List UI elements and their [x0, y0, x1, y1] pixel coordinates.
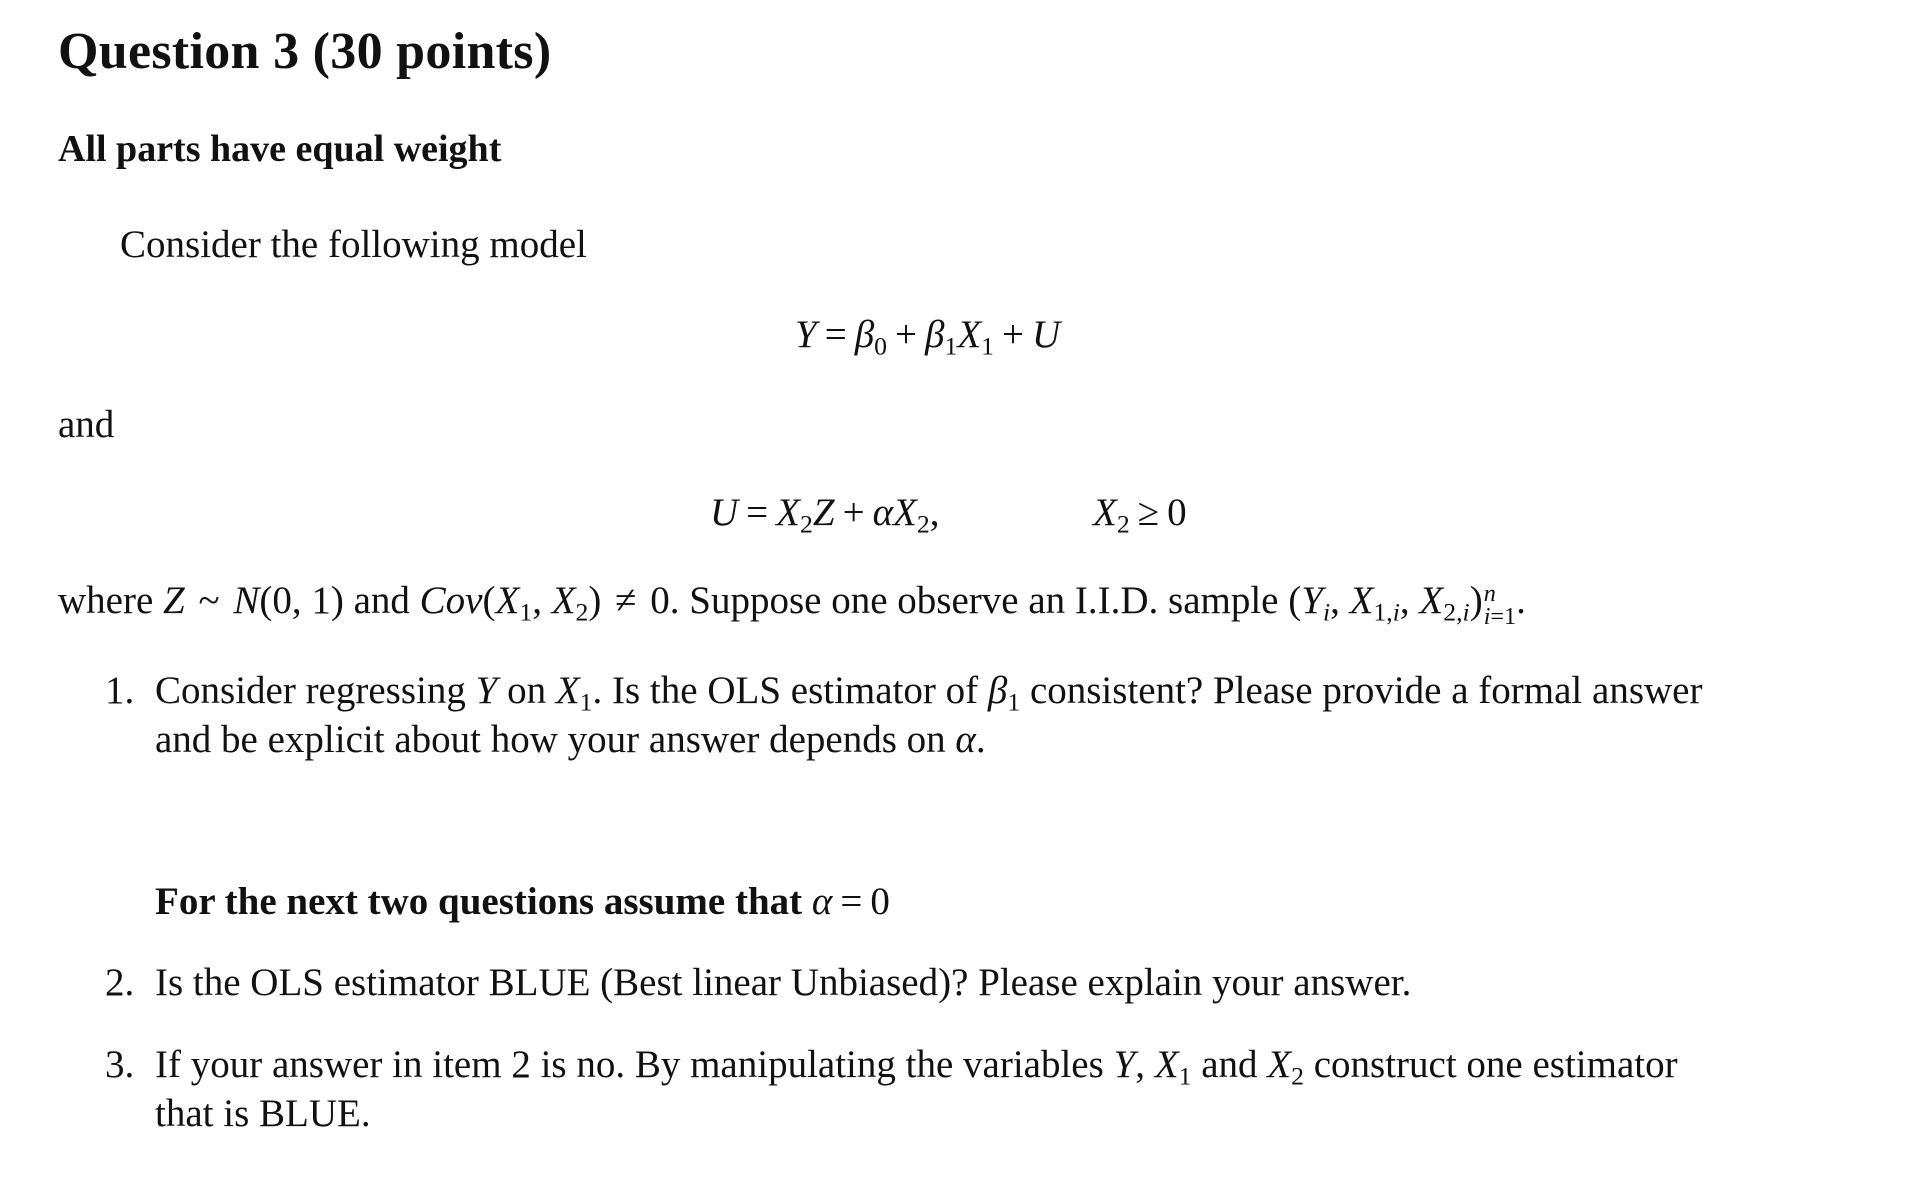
question-1-body [155, 668, 1885, 762]
question-3-number: 3. [105, 1043, 135, 1086]
question-title: Question 3 (30 points) [58, 23, 552, 80]
question-2-text: Is the OLS estimator BLUE (Best linear Unbiased)? Please explain your answer. [155, 961, 1412, 1004]
connector-text: and [58, 403, 115, 446]
question-1-line2: and be explicit about how your answer depends on α. [155, 718, 986, 761]
question-2-number: 2. [105, 961, 135, 1004]
question-2 [105, 960, 1885, 1010]
question-subtitle: All parts have equal weight [58, 128, 502, 170]
question-1-line1: Consider regressing Y on $X_1$. Is the OLS estimator of $\beta_1$ consistent? Please provide a formal answer [155, 669, 1703, 717]
assumptions-line: where Z ~ N(0, 1) and $Cov(X_1$, $X_2) \ne 0$. Suppose one observe an I.I.D. sample ($Y_i$, $X_{1,i}$, $X_{2,i}$) n i=1 . [58, 579, 1526, 630]
constraint-equation: $X_2 \ge 0$ [1093, 491, 1187, 539]
error-equation: $U = X_2Z + \alpha X_2$, [710, 491, 940, 539]
intro-text: Consider the following model [120, 223, 587, 266]
question-3-line2: that is BLUE. [155, 1092, 371, 1135]
question-1-number: 1. [105, 669, 135, 712]
question-1 [105, 668, 1885, 778]
question-3-body [155, 1042, 1885, 1136]
question-3 [105, 1042, 1885, 1152]
model-equation: $Y = \beta_0 + \beta_1X_1 + U$ [795, 313, 1061, 361]
question-3-line1: If your answer in item 2 is no. By manipulating the variables Y, $X_1$ and $X_2$ construct one estimator [155, 1043, 1678, 1091]
assumption-note: For the next two questions assume that α = 0 [155, 880, 890, 923]
